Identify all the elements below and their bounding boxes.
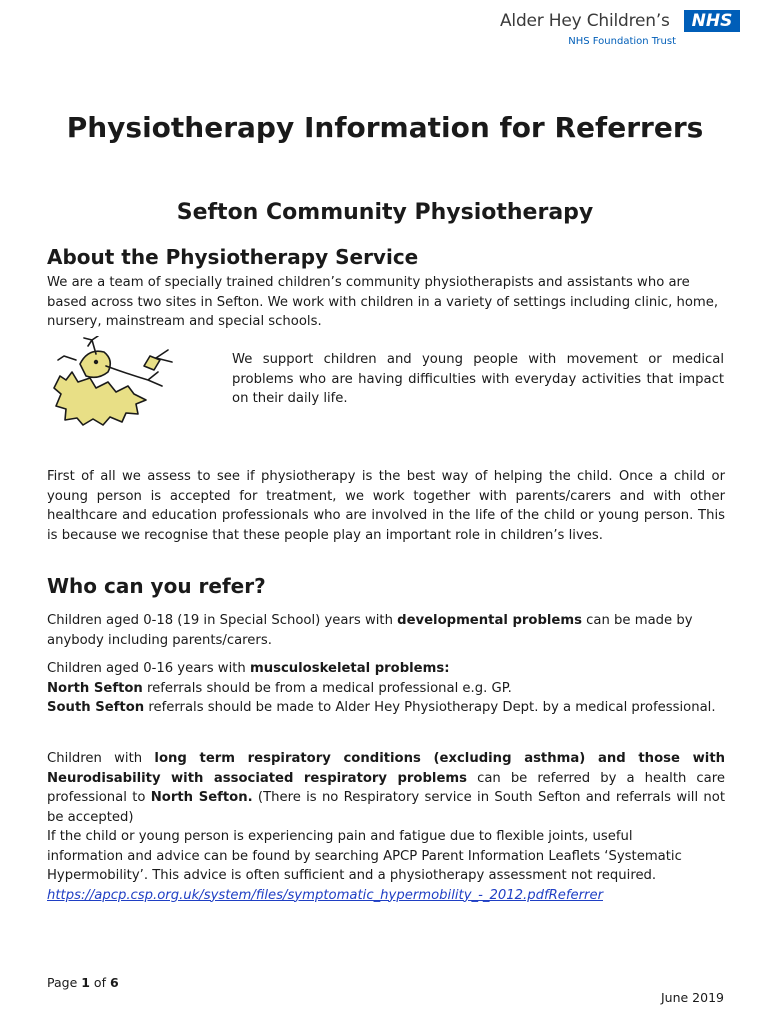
assess-paragraph: First of all we assess to see if physiotherapy is the best way of helping the child. Once a child or young person is accepted for treatment, we work together with parents/carers and with other healthcare and education professionals who are involved in the life of the child or young person. This is because we recognise that these people play an important role in children’s lives.: [47, 469, 725, 543]
document-date: June 2019: [660, 990, 724, 1005]
hypermobility-paragraph: If the child or young person is experiencing pain and fatigue due to flexible joints, useful information and advice can be found by searching APCP Parent Information Leaflets ‘Systematic Hypermobility’. This advice is often sufficient and a physiotherapy assessment not required. https://apcp.csp.org.uk/system/files/symptomatic_hypermobility_-_2012.pdfReferrer: [47, 829, 682, 903]
musculoskeletal-line: Children aged 0-16 years with musculoskeletal problems:: [47, 661, 450, 676]
alder-hey-logo: [500, 9, 740, 49]
mascot-illustration: [50, 336, 190, 426]
document-title: Physiotherapy Information for Referrers: [66, 111, 704, 144]
document-subtitle: Sefton Community Physiotherapy: [176, 200, 594, 225]
developmental-paragraph: Children aged 0-18 (19 in Special School) years with developmental problems can be made by anybody including parents/carers.: [47, 613, 693, 648]
about-heading: About the Physiotherapy Service: [47, 245, 419, 269]
south-sefton-paragraph: South Sefton referrals should be made to Alder Hey Physiotherapy Dept. by a medical professional.: [47, 700, 716, 715]
page-number: Page 1 of 6: [47, 975, 119, 990]
apcp-link[interactable]: https://apcp.csp.org.uk/system/files/symptomatic_hypermobility_-_2012.pdfReferrer: [47, 887, 603, 903]
support-paragraph: We support children and young people with movement or medical problems who are having difficulties with everyday activities that impact on their daily life.: [232, 352, 724, 406]
respiratory-paragraph: Children with long term respiratory conditions (excluding asthma) and those with Neurodisability with associated respiratory problems can be referred by a health care professional to North Sefton. (There is no Respiratory service in South Sefton and referrals will not be accepted): [47, 751, 726, 825]
logo-name: Alder Hey Children’s: [500, 11, 670, 31]
logo-trust: NHS Foundation Trust: [568, 36, 676, 47]
north-sefton-line: North Sefton referrals should be from a medical professional e.g. GP.: [47, 681, 512, 696]
nhs-badge: NHS: [684, 10, 740, 32]
refer-heading: Who can you refer?: [47, 574, 266, 598]
about-intro: We are a team of specially trained children’s community physiotherapists and assistants who are based across two sites in Sefton. We work with children in a variety of settings including clinic, home, nursery, mainstream and special schools.: [47, 275, 719, 329]
